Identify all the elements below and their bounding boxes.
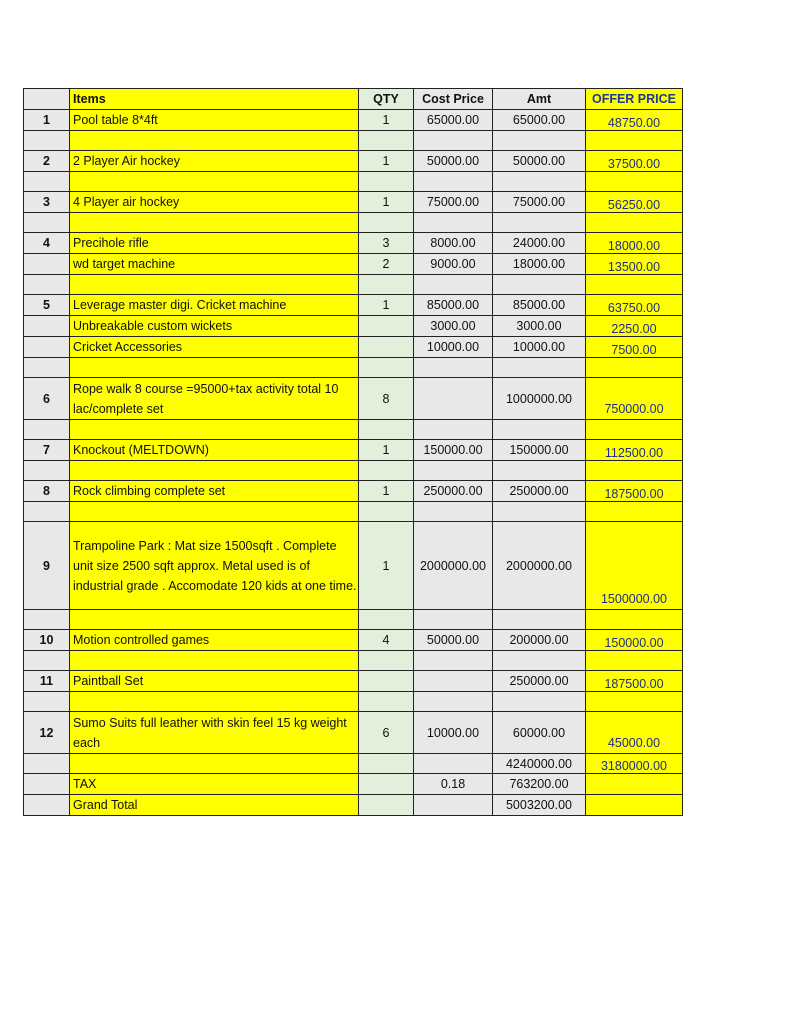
cost-price-cell [414,651,493,671]
row-number: 10 [24,630,70,651]
offer-price-cell: 1500000.00 [586,522,683,610]
row-number: 4 [24,233,70,254]
table-row [24,651,683,671]
offer-price-cell: 150000.00 [586,630,683,651]
header-cost-price: Cost Price [414,89,493,110]
cost-price-cell: 85000.00 [414,295,493,316]
header-no [24,89,70,110]
offer-price-cell [586,213,683,233]
table-row [24,151,683,172]
amt-cell: 1000000.00 [493,378,586,420]
cost-price-cell [414,502,493,522]
table-row [24,275,683,295]
table-row [24,481,683,502]
offer-price-cell [586,358,683,378]
qty-cell [359,358,414,378]
item-name [70,692,359,712]
cost-price-cell: 3000.00 [414,316,493,337]
row-number: 6 [24,378,70,420]
table-row [24,337,683,358]
cost-price-cell [414,358,493,378]
qty-cell: 8 [359,378,414,420]
offer-price-cell [586,172,683,192]
row-number [24,358,70,378]
row-number [24,610,70,630]
item-name: Grand Total [70,795,359,816]
qty-cell [359,754,414,774]
offer-price-cell: 56250.00 [586,192,683,213]
table-row [24,440,683,461]
amt-cell: 18000.00 [493,254,586,275]
amt-cell: 60000.00 [493,712,586,754]
row-number [24,337,70,358]
cost-price-cell [414,610,493,630]
qty-cell [359,275,414,295]
row-number: 3 [24,192,70,213]
amt-cell: 250000.00 [493,671,586,692]
item-name [70,172,359,192]
header-qty: QTY [359,89,414,110]
item-name: Pool table 8*4ft [70,110,359,131]
item-name [70,461,359,481]
table-row [24,774,683,795]
row-number: 1 [24,110,70,131]
row-number [24,692,70,712]
offer-price-cell: 2250.00 [586,316,683,337]
cost-price-cell: 65000.00 [414,110,493,131]
qty-cell [359,692,414,712]
offer-price-cell [586,795,683,816]
table-row [24,630,683,651]
table-row [24,254,683,275]
offer-price-cell: 63750.00 [586,295,683,316]
amt-cell [493,461,586,481]
item-name: Sumo Suits full leather with skin feel 15 kg weight each [70,712,359,754]
qty-cell: 3 [359,233,414,254]
amt-cell [493,275,586,295]
table-row [24,358,683,378]
qty-cell [359,795,414,816]
item-name: Rope walk 8 course =95000+tax activity total 10 lac/complete set [70,378,359,420]
table-row [24,420,683,440]
item-name: Paintball Set [70,671,359,692]
qty-cell: 1 [359,192,414,213]
qty-cell [359,651,414,671]
cost-price-cell: 50000.00 [414,630,493,651]
qty-cell [359,461,414,481]
table-row [24,295,683,316]
table-row [24,671,683,692]
row-number: 7 [24,440,70,461]
amt-cell [493,651,586,671]
qty-cell: 1 [359,295,414,316]
item-name: 2 Player Air hockey [70,151,359,172]
offer-price-cell [586,461,683,481]
row-number [24,461,70,481]
qty-cell [359,420,414,440]
cost-price-cell [414,172,493,192]
offer-price-cell: 750000.00 [586,378,683,420]
item-name: Knockout (MELTDOWN) [70,440,359,461]
row-number: 5 [24,295,70,316]
table-row [24,795,683,816]
qty-cell: 1 [359,151,414,172]
cost-price-cell [414,754,493,774]
item-name: Leverage master digi. Cricket machine [70,295,359,316]
item-name: Trampoline Park : Mat size 1500sqft . Complete unit size 2500 sqft approx. Metal used is of industrial grade . Accomodate 120 kids at one time. [70,522,359,610]
table-row [24,213,683,233]
amt-cell: 75000.00 [493,192,586,213]
row-number [24,774,70,795]
item-name: Rock climbing complete set [70,481,359,502]
qty-cell: 1 [359,110,414,131]
cost-price-cell: 9000.00 [414,254,493,275]
offer-price-cell [586,774,683,795]
qty-cell: 1 [359,440,414,461]
cost-price-cell [414,671,493,692]
cost-price-cell: 250000.00 [414,481,493,502]
qty-cell [359,131,414,151]
cost-price-cell: 75000.00 [414,192,493,213]
row-number: 12 [24,712,70,754]
header-offer-price: OFFER PRICE [586,89,683,110]
offer-price-cell [586,275,683,295]
table-row [24,754,683,774]
table-row [24,110,683,131]
amt-cell: 150000.00 [493,440,586,461]
cost-price-cell [414,461,493,481]
item-name: TAX [70,774,359,795]
offer-price-cell: 187500.00 [586,481,683,502]
row-number: 9 [24,522,70,610]
offer-price-cell: 187500.00 [586,671,683,692]
offer-price-cell [586,502,683,522]
amt-cell: 65000.00 [493,110,586,131]
offer-price-cell [586,420,683,440]
offer-price-cell: 37500.00 [586,151,683,172]
header-amt: Amt [493,89,586,110]
cost-price-cell: 10000.00 [414,337,493,358]
cost-price-cell: 2000000.00 [414,522,493,610]
table-row [24,522,683,610]
cost-price-cell [414,131,493,151]
amt-cell: 200000.00 [493,630,586,651]
offer-price-cell: 7500.00 [586,337,683,358]
amt-cell [493,213,586,233]
row-number [24,131,70,151]
qty-cell: 1 [359,481,414,502]
qty-cell [359,172,414,192]
offer-price-cell [586,651,683,671]
table-row [24,692,683,712]
table-row [24,378,683,420]
amt-cell: 5003200.00 [493,795,586,816]
offer-price-cell: 18000.00 [586,233,683,254]
row-number [24,502,70,522]
item-name [70,754,359,774]
amt-cell: 85000.00 [493,295,586,316]
table-row [24,502,683,522]
item-name: Unbreakable custom wickets [70,316,359,337]
item-name: Motion controlled games [70,630,359,651]
price-table [23,88,683,816]
offer-price-cell: 45000.00 [586,712,683,754]
table-row [24,316,683,337]
row-number [24,213,70,233]
row-number [24,172,70,192]
offer-price-cell [586,610,683,630]
row-number [24,795,70,816]
cost-price-cell [414,213,493,233]
item-name [70,275,359,295]
qty-cell [359,316,414,337]
header-row [24,89,683,110]
amt-cell: 4240000.00 [493,754,586,774]
item-name [70,358,359,378]
amt-cell [493,692,586,712]
qty-cell: 2 [359,254,414,275]
row-number: 2 [24,151,70,172]
amt-cell [493,610,586,630]
row-number [24,316,70,337]
cost-price-cell: 8000.00 [414,233,493,254]
item-name [70,131,359,151]
cost-price-cell: 10000.00 [414,712,493,754]
cost-price-cell [414,378,493,420]
qty-cell: 1 [359,522,414,610]
qty-cell [359,337,414,358]
row-number [24,754,70,774]
cost-price-cell [414,692,493,712]
offer-price-cell [586,692,683,712]
qty-cell [359,671,414,692]
qty-cell [359,610,414,630]
row-number [24,651,70,671]
table-row [24,192,683,213]
table-body [24,110,683,816]
offer-price-cell [586,131,683,151]
cost-price-cell [414,420,493,440]
amt-cell [493,358,586,378]
qty-cell: 6 [359,712,414,754]
item-name [70,651,359,671]
cost-price-cell: 50000.00 [414,151,493,172]
item-name: wd target machine [70,254,359,275]
amt-cell [493,172,586,192]
amt-cell [493,502,586,522]
qty-cell [359,502,414,522]
header-items: Items [70,89,359,110]
table-row [24,233,683,254]
row-number [24,420,70,440]
amt-cell: 2000000.00 [493,522,586,610]
amt-cell: 3000.00 [493,316,586,337]
cost-price-cell: 150000.00 [414,440,493,461]
row-number: 8 [24,481,70,502]
table-row [24,172,683,192]
cost-price-cell [414,795,493,816]
table-row [24,131,683,151]
qty-cell [359,213,414,233]
amt-cell: 50000.00 [493,151,586,172]
offer-price-cell: 112500.00 [586,440,683,461]
amt-cell [493,131,586,151]
item-name [70,502,359,522]
item-name [70,420,359,440]
row-number: 11 [24,671,70,692]
offer-price-cell: 48750.00 [586,110,683,131]
offer-price-cell: 3180000.00 [586,754,683,774]
item-name [70,610,359,630]
qty-cell [359,774,414,795]
row-number [24,254,70,275]
item-name: Precihole rifle [70,233,359,254]
item-name: 4 Player air hockey [70,192,359,213]
amt-cell: 763200.00 [493,774,586,795]
amt-cell: 250000.00 [493,481,586,502]
table-row [24,610,683,630]
cost-price-cell: 0.18 [414,774,493,795]
item-name: Cricket Accessories [70,337,359,358]
offer-price-cell: 13500.00 [586,254,683,275]
table-row [24,461,683,481]
amt-cell: 24000.00 [493,233,586,254]
table-row [24,712,683,754]
amt-cell [493,420,586,440]
cost-price-cell [414,275,493,295]
amt-cell: 10000.00 [493,337,586,358]
qty-cell: 4 [359,630,414,651]
item-name [70,213,359,233]
row-number [24,275,70,295]
